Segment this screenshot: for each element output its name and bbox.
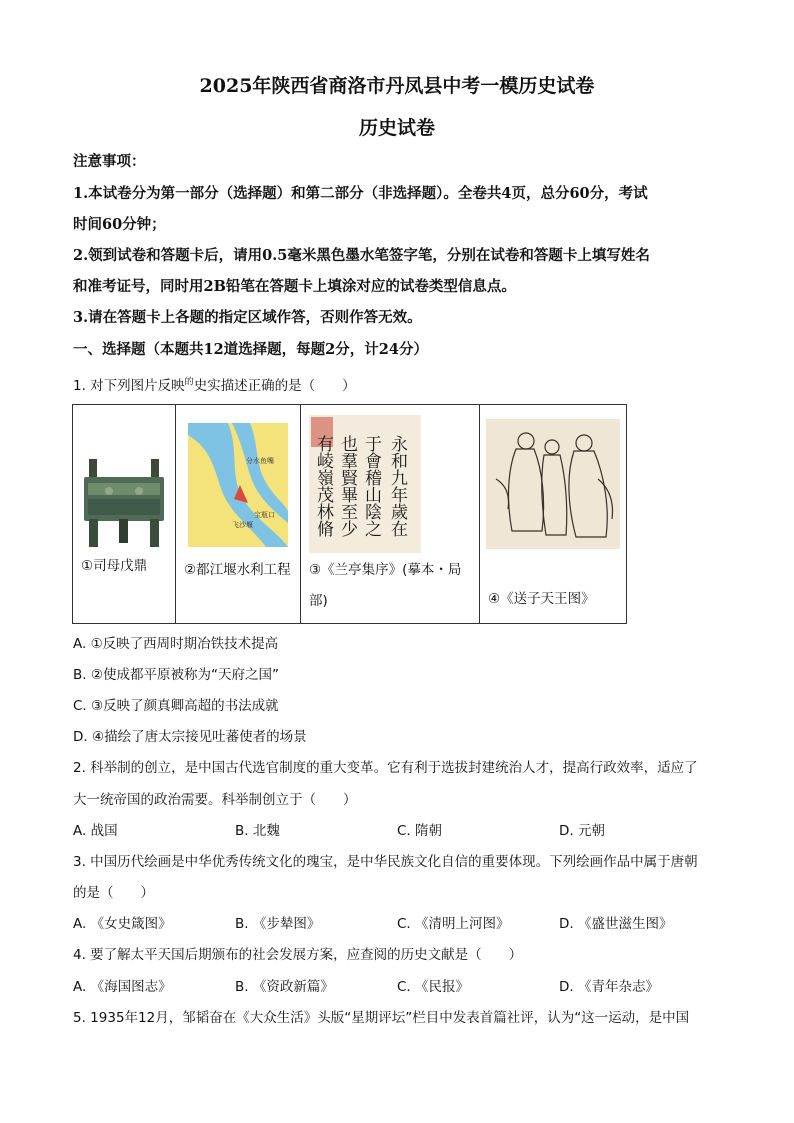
q1-stem-a: 1. 对下列图片反映	[73, 378, 185, 394]
q1-cell-1	[73, 405, 176, 624]
notice-item-3: 3.请在答题卡上各题的指定区域作答，否则作答无效。	[73, 309, 422, 326]
map-label-feishayan: 飞沙堰	[232, 521, 253, 529]
calligraphy-col-2: 于會稽山陰之	[361, 435, 381, 537]
q1-cell-4	[480, 405, 627, 624]
map-label-fish-mouth: 分水鱼嘴	[246, 457, 274, 465]
q2-option-c: C. 隋朝	[397, 823, 443, 839]
q4-option-a: A. 《海国图志》	[73, 979, 172, 995]
q1-stem-small: 的	[184, 377, 194, 388]
q3-option-b: B. 《步辇图》	[235, 916, 321, 932]
notice-heading: 注意事项：	[73, 153, 146, 170]
notice-item-2: 2.领到试卷和答题卡后，请用0.5毫米黑色墨水笔签字笔，分别在试卷和答题卡上填写姓名	[73, 247, 650, 264]
exam-title: 2025年陕西省商洛市丹凤县中考一模历史试卷	[199, 75, 595, 97]
q1-option-a: A. ①反映了西周时期冶铁技术提高	[73, 636, 279, 652]
q2-option-d: D. 元朝	[559, 823, 605, 839]
q2-option-a: A. 战国	[73, 823, 118, 839]
songzi-tianwang-painting-image	[486, 419, 620, 549]
q3-option-a: A. 《女史箴图》	[73, 916, 172, 932]
question-4-stem: 4. 要了解太平天国后期颁布的社会发展方案，应查阅的历史文献是（ ）	[73, 947, 523, 963]
q1-image-table	[72, 404, 627, 624]
notice-item-1: 1.本试卷分为第一部分（选择题）和第二部分（非选择题）。全卷共4页，总分60分，考试	[73, 185, 648, 202]
ding-vessel-image	[79, 457, 169, 549]
question-2-stem-line1: 2. 科举制的创立，是中国古代选官制度的重大变革。它有利于选拔封建统治人才，提高行政效率，适应了	[73, 760, 698, 776]
q4-option-b: B. 《资政新篇》	[235, 979, 334, 995]
notice-item-2-cont: 和准考证号，同时用2B铅笔在答题卡上填涂对应的试卷类型信息点。	[73, 278, 516, 295]
question-2-stem-line2: 大一统帝国的政治需要。科举制创立于（ ）	[73, 792, 357, 808]
calligraphy-col-3: 也羣賢畢至少	[337, 435, 357, 537]
question-1-stem	[73, 374, 723, 394]
caption-4: ④《送子天王图》	[488, 591, 595, 607]
map-label-baopingkou: 宝瓶口	[254, 511, 275, 519]
lantingxu-calligraphy-image	[309, 415, 421, 553]
dujiangyan-map-image	[188, 423, 288, 547]
caption-1: ①司母戊鼎	[81, 558, 148, 574]
q2-option-b: B. 北魏	[235, 823, 280, 839]
question-5-stem: 5. 1935年12月，邹韬奋在《大众生活》头版“星期评坛”栏目中发表首篇社评，认为“这一运动，是中国	[73, 1010, 690, 1026]
q1-cell-2	[176, 405, 301, 624]
section-heading: 一、选择题（本题共12道选择题，每题2分，计24分）	[73, 341, 428, 358]
question-3-stem-line2: 的是（ ）	[73, 885, 154, 901]
q1-option-d: D. ④描绘了唐太宗接见吐蕃使者的场景	[73, 729, 307, 745]
exam-subtitle: 历史试卷	[358, 117, 435, 139]
q3-option-d: D. 《盛世滋生图》	[559, 916, 673, 932]
q1-option-c: C. ③反映了颜真卿高超的书法成就	[73, 698, 279, 714]
q3-option-c: C. 《清明上河图》	[397, 916, 510, 932]
notice-item-1-cont: 时间60分钟；	[73, 216, 166, 233]
caption-2: ②都江堰水利工程	[184, 562, 291, 578]
q1-cell-3	[301, 405, 480, 624]
calligraphy-col-4: 有崚嶺茂林脩	[313, 435, 333, 537]
caption-3: ③《兰亭集序》(摹本・局部)	[309, 562, 462, 609]
q4-option-d: D. 《青年杂志》	[559, 979, 659, 995]
calligraphy-col-1: 永和九年歲在	[387, 435, 407, 537]
q1-stem-b: 史实描述正确的是（ ）	[193, 378, 356, 394]
q1-option-b: B. ②使成都平原被称为“天府之国”	[73, 667, 279, 683]
question-3-stem-line1: 3. 中国历代绘画是中华优秀传统文化的瑰宝，是中华民族文化自信的重要体现。下列绘画作品中属于唐朝	[73, 854, 698, 870]
q4-option-c: C. 《民报》	[397, 979, 470, 995]
